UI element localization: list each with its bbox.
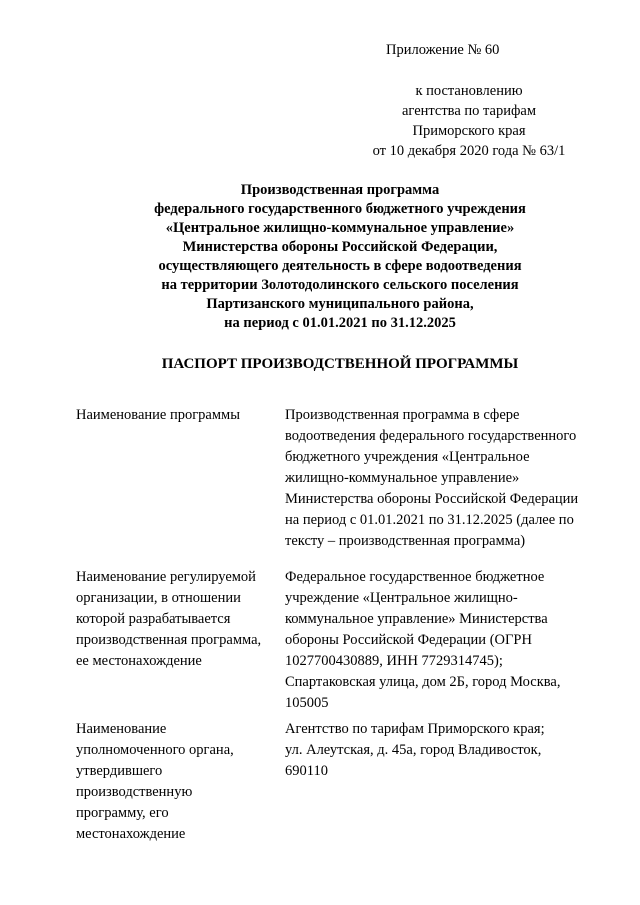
label-line: местонахождение [76,826,186,842]
title-line: на территории Золотодолинского сельского поселения [161,277,519,293]
row-value [285,567,605,714]
value-line: Спартаковская улица, дом 2Б, город Москва, [285,674,561,690]
value-line: учреждение «Центральное жилищно- [285,590,518,606]
value-line: Агентство по тарифам Приморского края; [285,721,545,737]
value-line: 690110 [285,763,328,779]
appendix-block [354,40,584,161]
value-line: Федеральное государственное бюджетное [285,569,545,585]
value-line: 1027700430889, ИНН 7729314745); [285,653,503,669]
row-label [76,405,276,426]
label-line: Наименование регулируемой [76,569,256,585]
row-value [285,405,605,552]
value-line: на период с 01.01.2021 по 31.12.2025 (далее по [285,512,574,528]
label-line: программу, его [76,805,169,821]
title-line: «Центральное жилищно-коммунальное управление» [165,220,515,236]
value-line: бюджетного учреждения «Центральное [285,449,530,465]
title-line: Министерства обороны Российской Федерации, [182,239,498,255]
title-line: на период с 01.01.2021 по 31.12.2025 [224,315,456,331]
appendix-line: к постановлению [415,83,523,99]
row-value [285,719,605,782]
title-line: осуществляющего деятельность в сфере водоотведения [158,258,522,274]
label-line: которой разрабатывается [76,611,231,627]
title-line: Производственная программа [240,182,440,198]
label-line: организации, в отношении [76,590,241,606]
title-line: Партизанского муниципального района, [206,296,474,312]
label-line: производственную [76,784,193,800]
value-line: ул. Алеутская, д. 45а, город Владивосток, [285,742,542,758]
value-line: коммунальное управление» Министерства [285,611,548,627]
appendix-line: агентства по тарифам [402,103,536,119]
section-heading: ПАСПОРТ ПРОИЗВОДСТВЕННОЙ ПРОГРАММЫ [161,356,519,372]
appendix-line: Приморского края [412,123,526,139]
row-label [76,567,276,672]
value-line: тексту – производственная программа) [285,533,526,549]
value-line: жилищно-коммунальное управление» [285,470,520,486]
label-line: Наименование [76,721,167,737]
appendix-line: от 10 декабря 2020 года № 63/1 [372,143,566,159]
label-line: ее местонахождение [76,653,202,669]
document-title [60,181,620,333]
label-line: утвердившего [76,763,163,779]
value-line: 105005 [285,695,329,711]
value-line: Производственная программа в сфере [285,407,520,423]
value-line: водоотведения федерального государственного [285,428,577,444]
label-line: производственная программа, [76,632,262,648]
value-line: обороны Российской Федерации (ОГРН [285,632,532,648]
label-line: уполномоченного органа, [76,742,234,758]
label-line: Наименование программы [76,407,240,423]
appendix-number: Приложение № 60 [386,42,500,58]
row-label [76,719,276,845]
value-line: Министерства обороны Российской Федерации [285,491,579,507]
title-line: федерального государственного бюджетного учреждения [154,201,526,217]
